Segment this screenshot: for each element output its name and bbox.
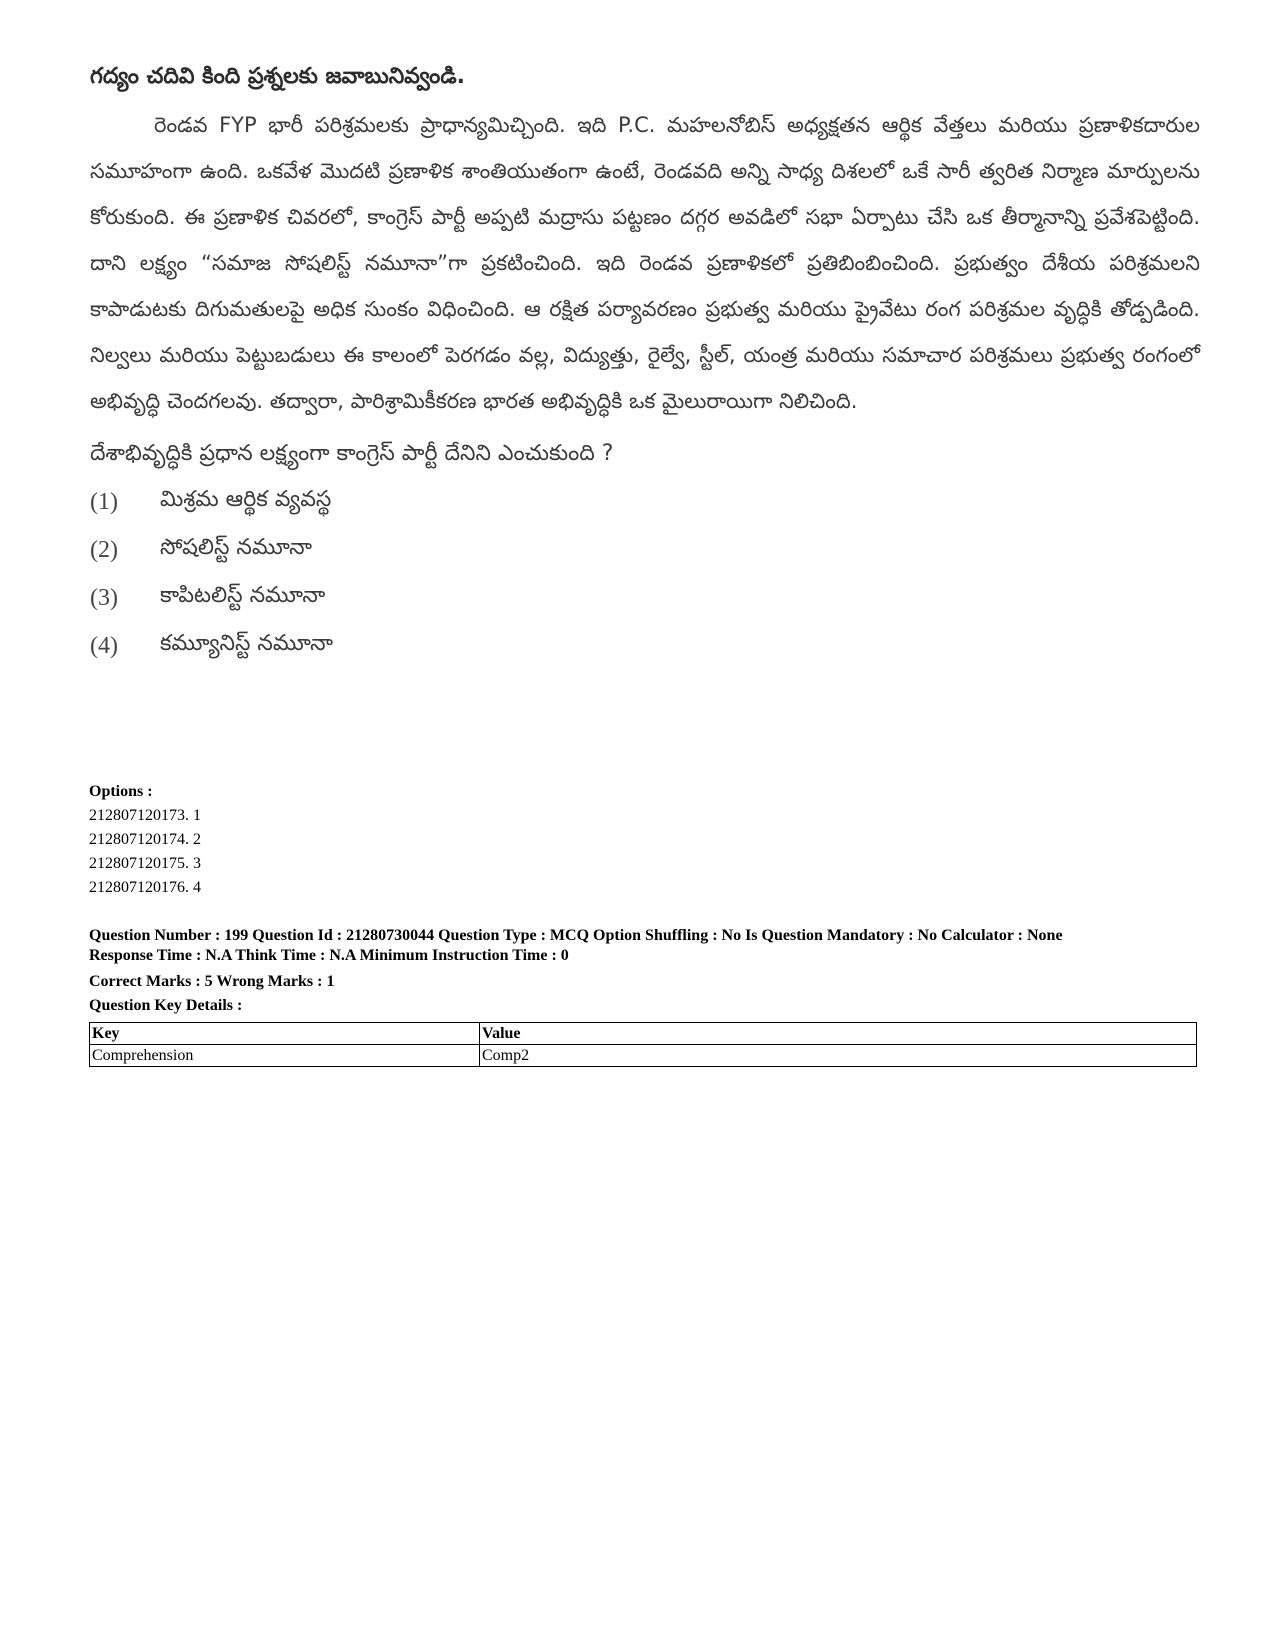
choice-number: (2) — [90, 536, 118, 563]
passage-instruction: గద్యం చదివి కింది ప్రశ్నలకు జవాబునివ్వండి. — [90, 64, 465, 89]
passage-text: రెండవ FYP భారీ పరిశ్రమలకు ప్రాధాన్యమిచ్చింది. ఇది P.C. మహలనోబిస్ అధ్యక్షతన ఆర్థిక వేత్తలు మరియు ప్రణాళికదారుల సమూహంగా ఉంది. ఒకవేళ మొదటి ప్రణాళిక శాంతియుతంగా ఉంటే, రెండవది అన్ని సాధ్య దిశలలో ఒకే సారీ త్వరిత నిర్మాణ మార్పులను కోరుకుంది. ఈ ప్రణాళిక చివరలో, కాంగ్రెస్ పార్టీ అప్పటి మద్రాసు పట్టణం దగ్గర అవడిలో సభా ఏర్పాటు చేసి ఒక తీర్మానాన్ని ప్రవేశపెట్టింది. దాని లక్ష్యం “సమాజ సోషలిస్ట్ నమూనా”గా ప్రకటించింది. ఇది రెండవ ప్రణాళికలో ప్రతిబింబించింది. ప్రభుత్వం దేశీయ పరిశ్రమలని కాపాడుటకు దిగుమతులపై అధిక సుంకం విధించింది. ఆ రక్షిత పర్యావరణం ప్రభుత్వ మరియు ప్రైవేటు రంగ పరిశ్రమల వృద్ధికి తోడ్పడింది. నిల్వలు మరియు పెట్టుబడులు ఈ కాలంలో పెరగడం వల్ల, విద్యుత్తు, రైల్వే, స్టీల్, యంత్ర మరియు సమాచార పరిశ్రమలు ప్రభుత్వ రంగంలో అభివృద్ధి చెందగలవు. తద్వారా, పారిశ్రామికీకరణ భారత అభివృద్ధికి ఒక మైలురాయిగా నిలిచింది. — [90, 113, 1200, 413]
table-row — [90, 1045, 1197, 1067]
choice-item — [90, 622, 1200, 670]
options-heading: Options : — [89, 783, 153, 800]
choice-number: (4) — [90, 632, 118, 659]
choice-item — [90, 574, 1200, 622]
choice-label: కాపిటలిస్ట్ నమూనా — [160, 583, 326, 608]
option-id-line: 212807120176. 4 — [89, 879, 201, 896]
question-meta-line: Question Number : 199 Question Id : 21280730044 Question Type : MCQ Option Shuffling : No Is Question Mandatory : No Calculator : None — [89, 927, 1063, 944]
option-id-line: 212807120174. 2 — [89, 831, 201, 848]
table-cell-value: Comp2 — [480, 1045, 1197, 1067]
key-details-heading: Question Key Details : — [89, 997, 243, 1014]
table-cell-key: Comprehension — [90, 1045, 480, 1067]
option-id-line: 212807120173. 1 — [89, 807, 201, 824]
marks-line: Correct Marks : 5 Wrong Marks : 1 — [89, 973, 335, 990]
choice-number: (1) — [90, 488, 118, 515]
table-header-value: Value — [480, 1023, 1197, 1045]
choice-label: సోషలిస్ట్ నమూనా — [160, 535, 313, 560]
key-details-table — [89, 1022, 1197, 1067]
question-text: దేశాభివృద్ధికి ప్రధాన లక్ష్యంగా కాంగ్రెస్ పార్టీ దేనిని ఎంచుకుంది ? — [90, 441, 614, 466]
response-time-line: Response Time : N.A Think Time : N.A Minimum Instruction Time : 0 — [89, 947, 569, 964]
question-meta — [89, 926, 1199, 966]
choice-list — [90, 478, 1200, 670]
choice-item — [90, 478, 1200, 526]
table-header-key: Key — [90, 1023, 480, 1045]
table-header-row — [90, 1023, 1197, 1045]
question-details — [89, 780, 1199, 1067]
choice-number: (3) — [90, 584, 118, 611]
passage-section — [90, 62, 1200, 670]
option-id-line: 212807120175. 3 — [89, 855, 201, 872]
choice-item — [90, 526, 1200, 574]
choice-label: మిశ్రమ ఆర్థిక వ్యవస్థ — [160, 487, 332, 512]
choice-label: కమ్యూనిస్ట్ నమూనా — [160, 631, 334, 656]
